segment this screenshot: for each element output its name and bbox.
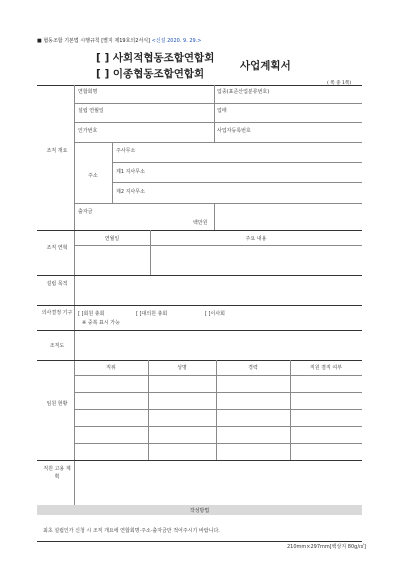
- field-main-office-label: 주사무소: [116, 148, 136, 154]
- section-decision-label: 의사결정 기구: [41, 310, 73, 316]
- field-name-label: 연합회명: [78, 89, 98, 95]
- field-capital-label: 출자금: [78, 209, 93, 215]
- section-officers-label: 임원 현황: [46, 401, 68, 407]
- history-col-date: 연월일: [104, 236, 120, 242]
- title-option-social[interactable]: [ ] 사회적협동조합연합회: [96, 52, 215, 64]
- field-license-label: 인가번호: [78, 128, 98, 134]
- field-branch2-label: 제2 지사무소: [116, 189, 145, 195]
- field-capital-unit: 백만원: [193, 220, 208, 226]
- title-option-heterogeneous[interactable]: [ ] 이종협동조합연합회: [96, 68, 205, 80]
- field-industry-label: 업종(표준산업분류번호): [217, 89, 270, 95]
- officers-col-position: 직위: [106, 365, 116, 371]
- officers-col-name: 성명: [177, 365, 187, 371]
- history-col-content: 주요 내용: [245, 236, 267, 242]
- section-purpose-label: 설립 목적: [46, 281, 68, 287]
- section-orgchart-label: 조직도: [49, 343, 65, 349]
- form-reference-text: ■ 협동조합 기본법 시행규칙 [별지 제19호의2서식]: [37, 38, 151, 44]
- section-history-label: 조직 연혁: [46, 245, 68, 251]
- instructions-text: 최초 설립인가 신청 시 조직 개요에 연합회명·주소·출자금만 적어주시기 바랍니다.: [43, 528, 220, 534]
- field-branch1-label: 제1 지사무소: [116, 169, 145, 175]
- officers-col-career: 경력: [248, 365, 258, 371]
- officers-col-concurrent: 직원 겸직 여부: [309, 365, 343, 371]
- instructions-header: [37, 505, 362, 515]
- page-title: 사업계획서: [240, 60, 291, 72]
- field-business-type-label: 업태: [217, 108, 227, 114]
- revision-note: <신설 2020. 9. 29.>: [151, 38, 202, 44]
- page-marker: ( 쪽 중 1쪽): [327, 81, 352, 86]
- field-established-label: 설립 연월일: [78, 108, 104, 114]
- form-reference: [37, 37, 202, 44]
- section-org-label: 조직 개요: [46, 148, 68, 154]
- field-address-label: 주소: [88, 173, 98, 179]
- decision-option-general[interactable]: [ ]회원 총회: [78, 311, 105, 317]
- paper-spec: 210mm×297mm[백상지 80g/㎡]: [287, 544, 366, 550]
- field-bizreg-label: 사업자등록번호: [217, 128, 251, 134]
- decision-option-board[interactable]: [ ]이사회: [205, 311, 225, 317]
- decision-note: ※ 중복 표시 가능: [82, 320, 120, 326]
- section-employment-label: 직원 고용 계획: [43, 466, 71, 480]
- decision-option-delegate[interactable]: [ ]대의원 총회: [136, 311, 168, 317]
- instructions-title: 작성방법: [189, 508, 210, 514]
